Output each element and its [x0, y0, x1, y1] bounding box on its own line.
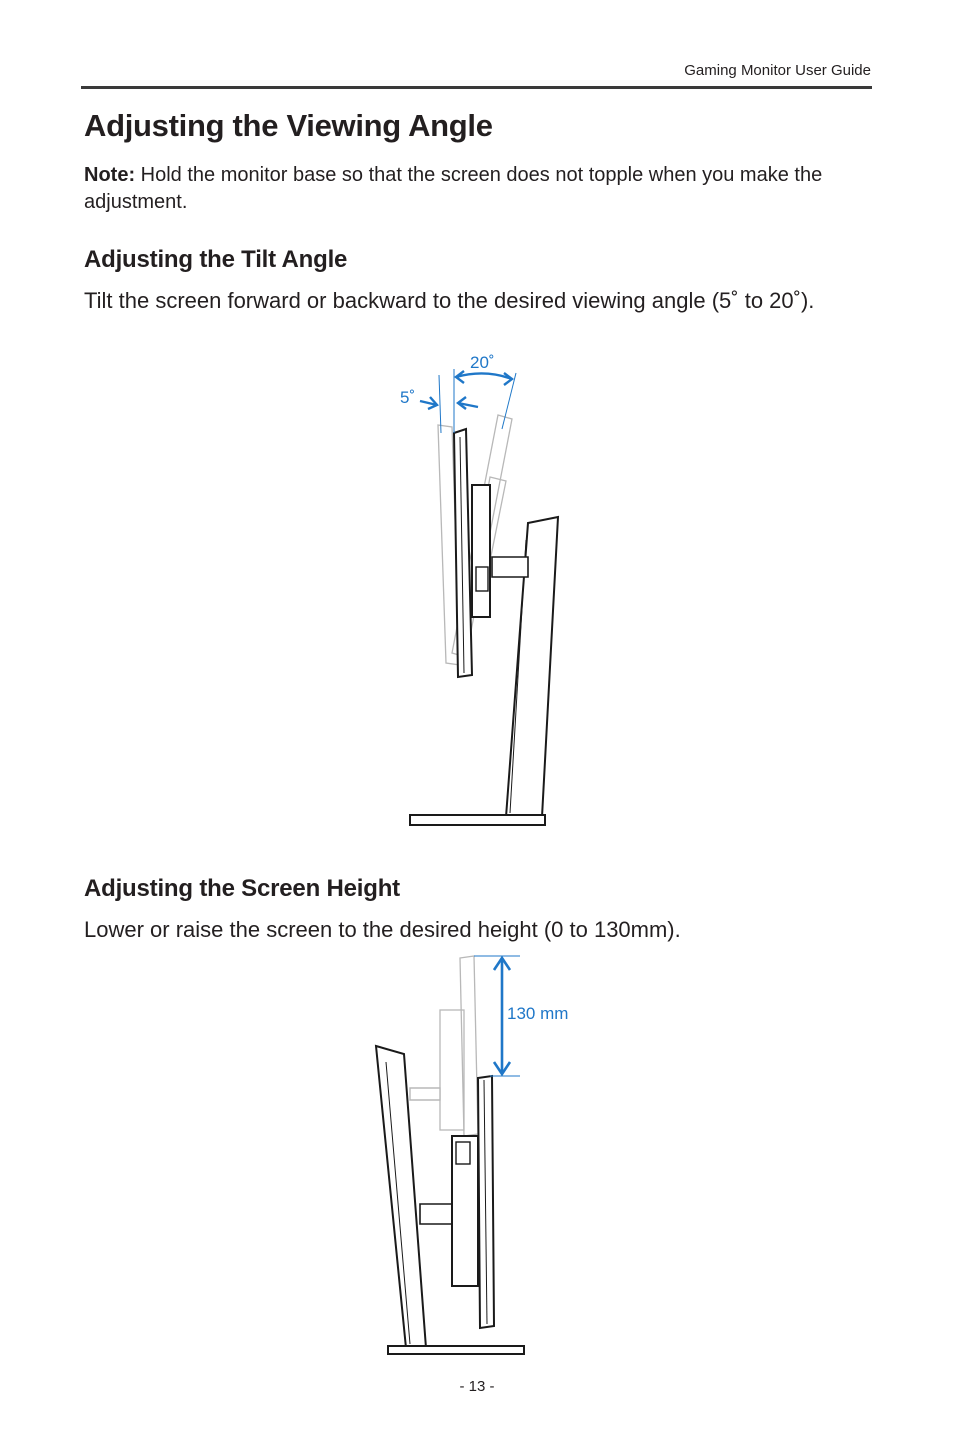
- height-heading: Adjusting the Screen Height: [84, 875, 400, 902]
- tilt-heading: Adjusting the Tilt Angle: [84, 246, 348, 273]
- monitor-upright: [454, 429, 490, 677]
- height-instructions: Lower or raise the screen to the desired height (0 to 130mm).: [84, 917, 681, 942]
- tilt-back-arrow: [456, 371, 512, 385]
- monitor-stand: [376, 1046, 524, 1354]
- note-text: Hold the monitor base so that the screen does not topple when you make the adjustment.: [84, 164, 823, 213]
- page-number: - 13 -: [459, 1378, 495, 1395]
- height-adjustment-illustration: [370, 950, 600, 1360]
- page-title: Adjusting the Viewing Angle: [84, 108, 493, 143]
- header-rule: [81, 86, 872, 89]
- running-header: Gaming Monitor User Guide: [684, 62, 871, 79]
- tilt-instructions: Tilt the screen forward or backward to the desired viewing angle (5˚ to 20˚).: [84, 288, 815, 313]
- tilt-forward-arrows: [420, 397, 478, 409]
- monitor-lowered: [452, 1076, 494, 1328]
- note-label: Note:: [84, 164, 136, 186]
- tilt-forward-label: 5˚: [400, 388, 416, 407]
- height-range-label: 130 mm: [507, 1004, 569, 1023]
- tilt-angle-illustration: [380, 345, 580, 830]
- monitor-raised-ghost: [440, 956, 478, 1136]
- tilt-back-label: 20˚: [470, 353, 495, 372]
- forward-reference-line: [439, 375, 441, 433]
- note-paragraph: [84, 162, 844, 216]
